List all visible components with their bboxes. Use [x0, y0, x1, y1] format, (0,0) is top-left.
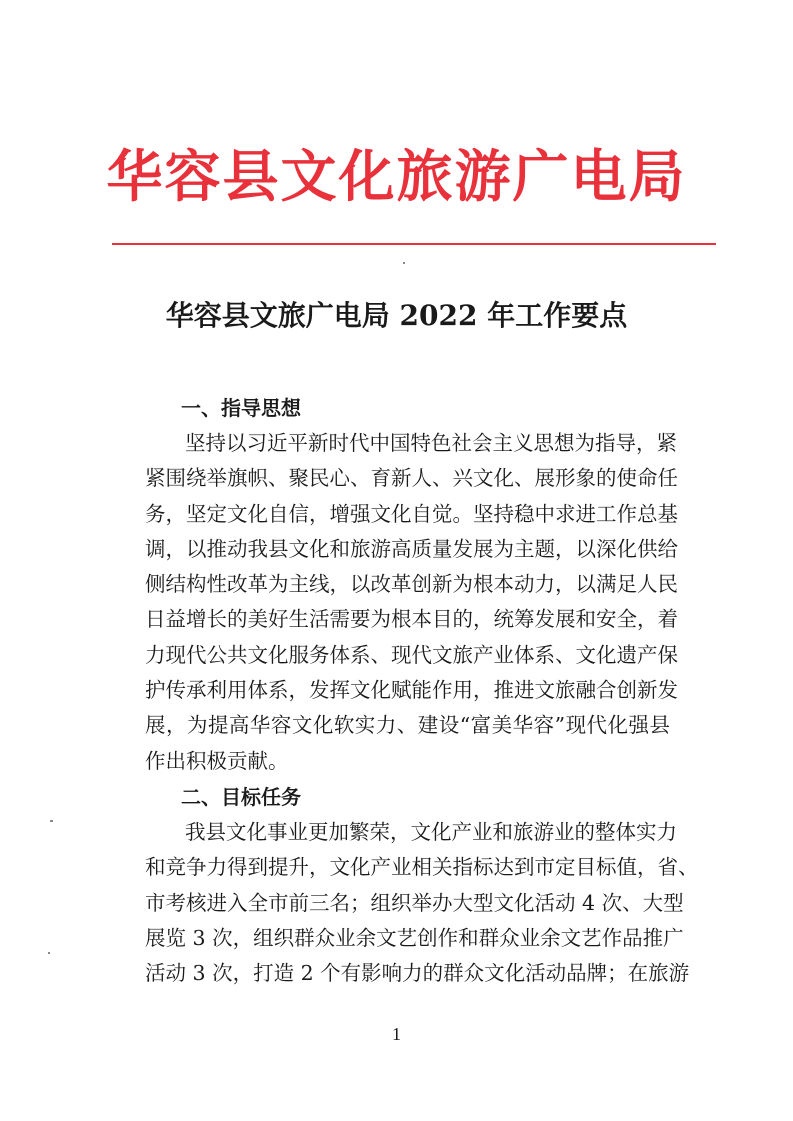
paragraph-line: 市考核进入全市前三名；组织举办大型文化活动 4 次、大型	[145, 890, 684, 915]
paragraph-line: 和竞争力得到提升，文化产业相关指标达到市定目标值，省、	[145, 855, 699, 880]
section-paragraph-guiding-ideology	[145, 426, 678, 779]
page-number: 1	[392, 1024, 401, 1044]
paragraph-line: 务，坚定文化自信，增强文化自觉。坚持稳中求进工作总基	[145, 501, 678, 526]
scan-speck	[48, 952, 50, 954]
document-title: 华容县文旅广电局 2022 年工作要点	[165, 299, 628, 332]
paragraph-line: 紧围绕举旗帜、聚民心、育新人、兴文化、展形象的使命任	[145, 466, 678, 491]
paragraph-line: 坚持以习近平新时代中国特色社会主义思想为指导，紧	[185, 431, 677, 455]
paragraph-line: 展，为提高华容文化软实力、建设“富美华容”现代化强县	[145, 713, 670, 738]
document-body	[145, 390, 699, 991]
paragraph-line: 护传承利用体系，发挥文化赋能作用，推进文旅融合创新发	[145, 678, 678, 703]
paragraph-line: 活动 3 次，打造 2 个有影响力的群众文化活动品牌；在旅游	[145, 961, 690, 986]
section-heading-goals-tasks: 二、目标任务	[181, 784, 301, 809]
paragraph-line: 我县文化事业更加繁荣，文化产业和旅游业的整体实力	[185, 819, 677, 844]
scan-speck	[50, 820, 53, 822]
section-heading-guiding-ideology: 一、指导思想	[181, 396, 301, 420]
masthead-red-rule	[112, 243, 716, 245]
section-paragraph-goals-tasks	[145, 815, 699, 991]
scan-speck	[403, 262, 405, 264]
paragraph-line: 调，以推动我县文化和旅游高质量发展为主题，以深化供给	[145, 536, 678, 561]
paragraph-line: 日益增长的美好生活需要为根本目的，统筹发展和安全，着	[145, 607, 678, 632]
paragraph-line: 作出积极贡献。	[145, 748, 289, 773]
paragraph-line: 侧结构性改革为主线，以改革创新为根本动力，以满足人民	[145, 572, 678, 597]
paragraph-line: 力现代公共文化服务体系、现代文旅产业体系、文化遗产保	[145, 642, 678, 667]
paragraph-line: 展览 3 次，组织群众业余文艺创作和群众业余文艺作品推广	[145, 925, 684, 950]
masthead-org-name: 华容县文化旅游广电局	[106, 145, 687, 210]
